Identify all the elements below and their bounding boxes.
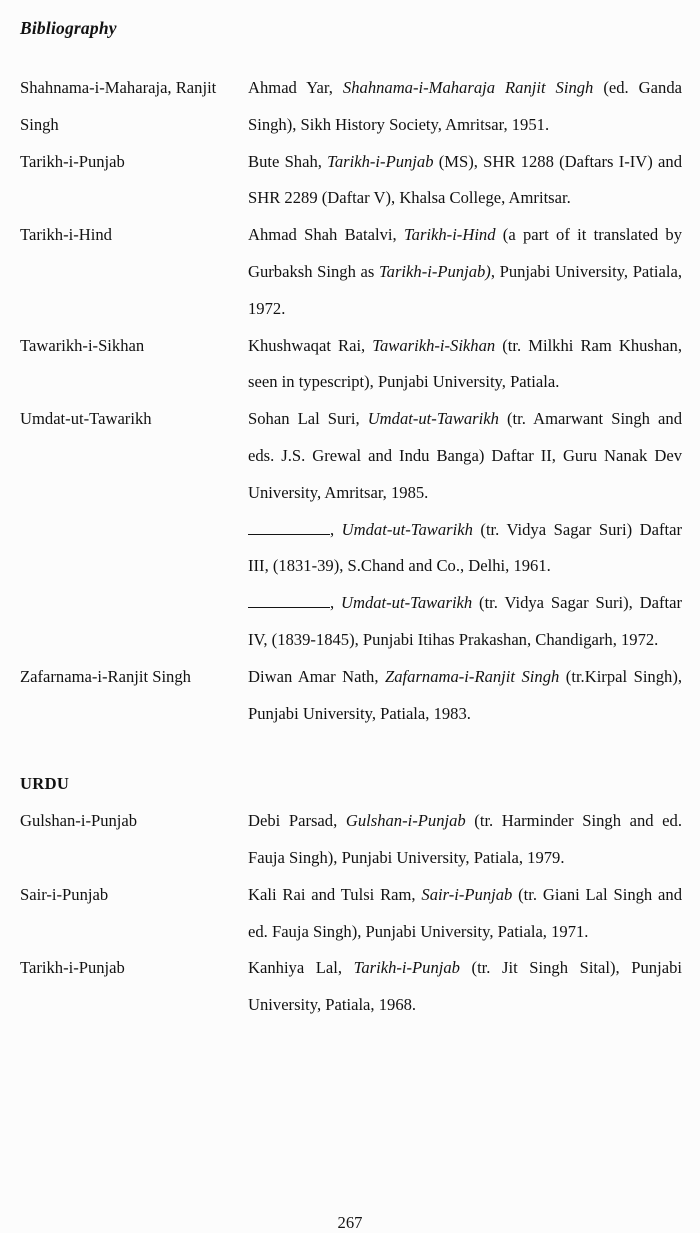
citation-title: Umdat-ut-Tawarikh — [340, 593, 473, 613]
citation-text: (ed. Ganda Singh), Sikh History Society, Amritsar, 1951. — [248, 78, 682, 134]
citation-title: Shahnama-i-Maharaja Ranjit Singh — [342, 78, 594, 97]
citation-title: Tarikh-i-Hind — [403, 225, 496, 245]
bibliography-entry — [0, 328, 700, 402]
citation-text: (tr. Vidya Sagar Suri) Daftar III, (1831-39), S.Chand and Co., Delhi, 1961. — [248, 519, 682, 576]
citation-text: (tr. Giani Lal Singh and ed. Fauja Singh), Punjabi University, Patiala, 1971. — [248, 884, 682, 941]
entry-label: Shahnama-i-Maharaja, Ranjit Singh — [20, 78, 217, 134]
entry-citation — [248, 659, 682, 733]
entry-label: Tarikh-i-Hind — [20, 225, 112, 245]
citation-title: Gulshan-i-Punjab — [345, 811, 466, 831]
citation-text: Kanhiya Lal, — [248, 958, 354, 978]
citation-text: Khushwaqat Rai, — [248, 335, 373, 355]
citation-title: Tawarikh-i-Sikhan — [372, 335, 496, 355]
citation-title: Tarikh-i-Punjab — [353, 958, 460, 978]
bibliography-entry — [0, 217, 700, 327]
citation-text: (tr. Harminder Singh and ed. Fauja Singh), Punjabi University, Patiala, 1979. — [248, 811, 682, 867]
entry-citation — [248, 877, 682, 951]
section-heading-urdu: URDU — [20, 774, 70, 794]
citation-text: Ahmad Yar, — [248, 78, 343, 97]
bibliography-entries — [0, 70, 700, 1024]
citation-text: (tr. Amarwant Singh and eds. J.S. Grewal and Indu Banga) Daftar II, Guru Nanak Dev University, Amritsar, 1985. — [248, 409, 682, 502]
citation-text: , — [330, 593, 341, 613]
entry-label: Zafarnama-i-Ranjit Singh — [20, 666, 191, 686]
citation-title: Tarikh-i-Punjab) — [378, 261, 491, 281]
section-spacer — [0, 732, 700, 766]
page-title: Bibliography — [20, 18, 117, 38]
citation-title: Umdat-ut-Tawarikh — [341, 519, 473, 539]
citation-text: Kali Rai and Tulsi Ram, — [248, 884, 422, 904]
citation-text: (tr.Kirpal Singh), Punjabi University, Patiala, 1983. — [248, 666, 682, 723]
repeated-author-rule — [248, 595, 330, 608]
citation-title: Sair-i-Punjab — [421, 884, 513, 904]
entry-citation — [248, 328, 682, 402]
entry-citation — [248, 401, 682, 511]
entry-citation — [248, 950, 682, 1024]
citation-title: Zafarnama-i-Ranjit Singh — [385, 666, 560, 686]
bibliography-entry — [0, 401, 700, 659]
citation-text: Ahmad Shah Batalvi, — [248, 225, 404, 245]
entry-citation — [248, 803, 682, 877]
entry-label: Tarikh-i-Punjab — [20, 958, 125, 978]
bibliography-entry — [0, 144, 700, 218]
citation-text: (tr. Jit Singh Sital), Punjabi University, Patiala, 1968. — [248, 958, 682, 1015]
citation-text: Diwan Amar Nath, — [248, 666, 386, 686]
entry-citation-continuation — [248, 585, 682, 659]
citation-text: , — [330, 519, 342, 539]
bibliography-entry — [0, 877, 700, 951]
citation-text: (tr. Milkhi Ram Khushan, seen in typescript), Punjabi University, Patiala. — [248, 335, 682, 392]
entry-label: Sair-i-Punjab — [20, 884, 109, 904]
page-number: 267 — [337, 1213, 363, 1232]
citation-title: Umdat-ut-Tawarikh — [367, 409, 499, 429]
citation-text: (a part of it translated by Gurbaksh Singh as — [248, 225, 682, 281]
entry-label: Tarikh-i-Punjab — [20, 151, 125, 171]
citation-text: , Punjabi University, Patiala, 1972. — [248, 261, 682, 318]
citation-title: Tarikh-i-Punjab — [327, 151, 434, 171]
bibliography-entry — [0, 70, 700, 144]
citation-text: (MS), SHR 1288 (Daftars I-IV) and SHR 2289 (Daftar V), Khalsa College, Amritsar. — [248, 151, 682, 208]
citation-text: Sohan Lal Suri, — [248, 409, 368, 429]
entry-citation-continuation — [248, 512, 682, 586]
entry-label: Tawarikh-i-Sikhan — [20, 335, 145, 355]
bibliography-entry — [0, 950, 700, 1024]
bibliography-entry — [0, 803, 700, 877]
entry-citation — [248, 144, 682, 218]
entry-label: Umdat-ut-Tawarikh — [20, 409, 152, 429]
citation-text: Debi Parsad, — [248, 811, 346, 831]
repeated-author-rule — [248, 522, 330, 535]
citation-text: Bute Shah, — [248, 151, 328, 171]
entry-citation — [248, 70, 682, 144]
bibliography-entry — [0, 659, 700, 733]
entry-citation — [248, 217, 682, 327]
entry-label: Gulshan-i-Punjab — [20, 811, 138, 831]
citation-text: (tr. Vidya Sagar Suri), Daftar IV, (1839-1845), Punjabi Itihas Prakashan, Chandigarh, 1972. — [248, 593, 683, 649]
